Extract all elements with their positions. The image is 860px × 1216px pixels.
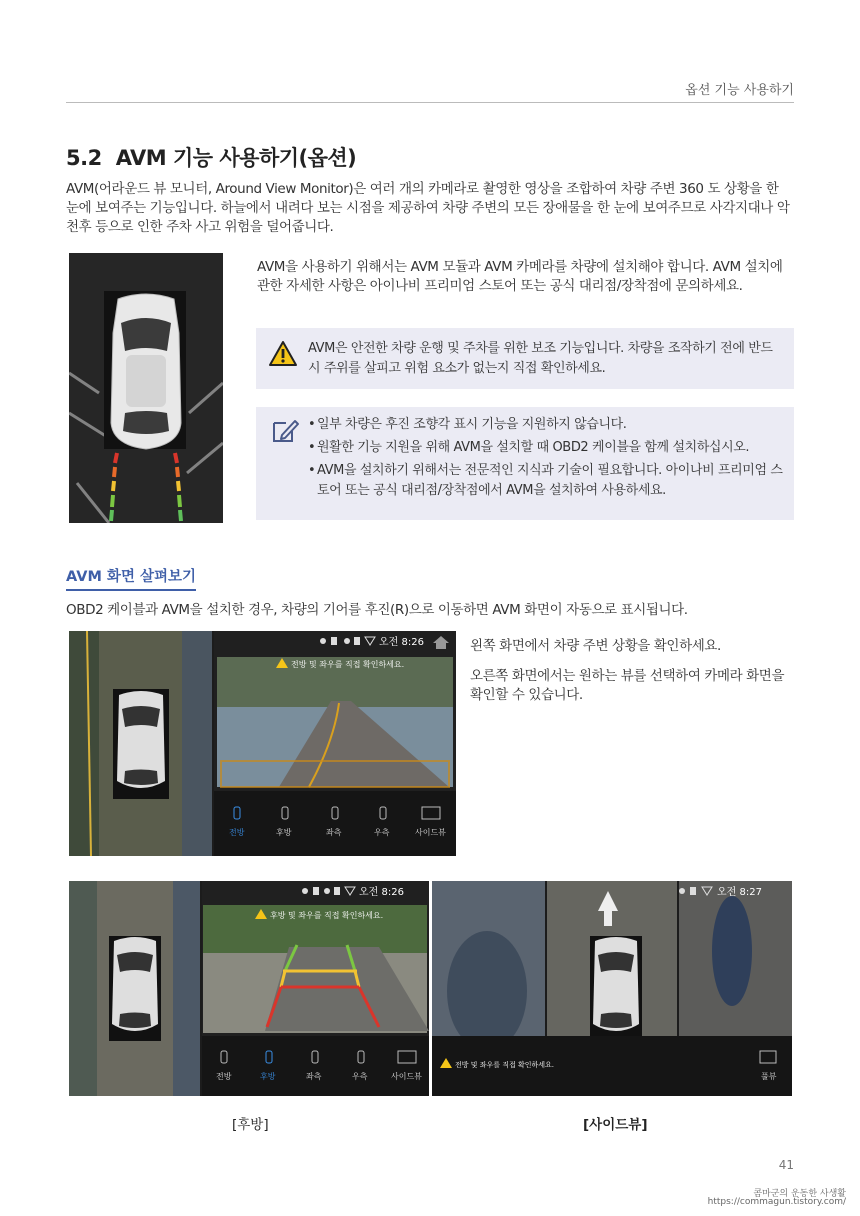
warning-icon: [268, 340, 298, 367]
watermark-title: 콤마군의 운동한 사생활: [753, 1189, 846, 1199]
screen-desc-left: 왼쪽 화면에서 차량 주변 상황을 확인하세요.: [470, 638, 721, 654]
status-time: 오전 8:27: [717, 887, 762, 898]
intro-paragraph: AVM(어라운드 뷰 모니터, Around View Monitor)은 여러 개의 카메라로 촬영한 영상을 조합하여 차량 주변 360 도 상황을 한 눈에 보여주는 기능입니다. 하늘에서 내려다 보는 시점을 제공하여 차량 주변의 모든 장애물을 한 눈에 보여주므로 사각지대나 악천후 등으로 인한 주차 사고 위험을 덜어줍니다.: [66, 181, 790, 235]
running-header: 옵션 기능 사용하기: [685, 83, 794, 98]
svg-text:후방: 후방: [260, 1072, 276, 1081]
screen-desc-right: 오른쪽 화면에서는 원하는 뷰를 선택하여 카메라 화면을 확인할 수 있습니다.: [470, 668, 785, 703]
warning-text: AVM은 안전한 차량 운행 및 주차를 위한 보조 기능입니다. 차량을 조작하기 전에 반드시 주위를 살피고 위험 요소가 없는지 직접 확인하세요.: [308, 341, 773, 376]
page-number: 41: [778, 1158, 794, 1172]
section-title: [66, 142, 356, 172]
svg-text:풀뷰: 풀뷰: [761, 1072, 777, 1081]
caption-sideview: [사이드뷰]: [583, 1117, 648, 1133]
watermark-url: https://commagun.tistory.com/: [707, 1197, 846, 1207]
svg-text:우측: 우측: [374, 828, 390, 837]
subsection-heading: AVM 화면 살펴보기: [66, 565, 196, 591]
caption-rear: [후방]: [232, 1117, 269, 1133]
note-pencil-icon: [270, 417, 300, 445]
svg-text:전방: 전방: [229, 828, 245, 837]
alert-text: 전방 및 좌우를 직접 확인하세요.: [291, 660, 405, 669]
subsection-text: OBD2 케이블과 AVM을 설치한 경우, 차량의 기어를 후진(R)으로 이동하면 AVM 화면이 자동으로 표시됩니다.: [66, 602, 688, 618]
install-info-text: AVM을 사용하기 위해서는 AVM 모듈과 AVM 카메라를 차량에 설치해야 합니다. AVM 설치에 관한 자세한 사항은 아이나비 프리미엄 스토어 또는 공식 대리점/장착점에 문의하세요.: [257, 259, 783, 294]
note-item: • 원활한 기능 지원을 위해 AVM을 설치할 때 OBD2 케이블을 함께 설치하십시오.: [308, 438, 788, 458]
status-time: 오전 8:26: [379, 637, 424, 648]
section-number: 5.2: [66, 146, 102, 170]
section-title-text: AVM 기능 사용하기(옵션): [115, 146, 357, 170]
screen-description: [470, 637, 790, 716]
header-divider: [66, 102, 794, 103]
note-item: • 일부 차량은 후진 조향각 표시 기능을 지원하지 않습니다.: [308, 415, 788, 435]
svg-text:사이드뷰: 사이드뷰: [391, 1072, 422, 1081]
svg-text:전방: 전방: [216, 1072, 232, 1081]
svg-text:후방: 후방: [276, 828, 292, 837]
alert-text: 후방 및 좌우를 직접 확인하세요.: [270, 911, 384, 920]
svg-text:사이드뷰: 사이드뷰: [415, 828, 446, 837]
avm-screen-rear: [69, 881, 429, 1096]
status-time: 오전 8:26: [359, 887, 404, 898]
avm-screen-sideview: [432, 881, 792, 1096]
svg-text:좌측: 좌측: [306, 1072, 322, 1081]
alert-text: 전방 및 좌우를 직접 확인하세요.: [455, 1061, 555, 1069]
avm-car-illustration: [69, 253, 223, 523]
note-list: [308, 415, 788, 504]
avm-screen-front: [69, 631, 456, 856]
svg-text:좌측: 좌측: [326, 828, 342, 837]
note-item: • AVM을 설치하기 위해서는 전문적인 지식과 기술이 필요합니다. 아이나비 프리미엄 스토어 또는 공식 대리점/장착점에서 AVM을 설치하여 사용하세요.: [308, 461, 788, 501]
svg-text:우측: 우측: [352, 1072, 368, 1081]
